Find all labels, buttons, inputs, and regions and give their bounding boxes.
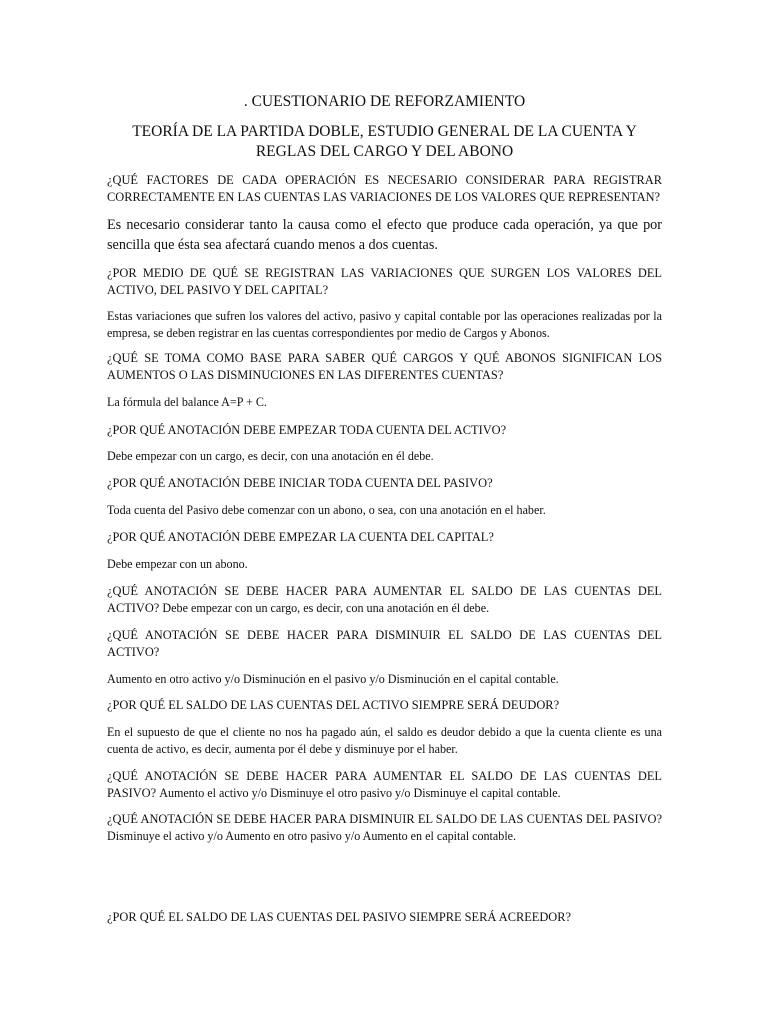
answer-1: Es necesario considerar tanto la causa como el efecto que produce cada operación, ya que por sencilla que ésta sea afectará cuando menos a dos cuentas.	[107, 217, 662, 253]
qa-block-3	[107, 350, 662, 411]
question-11	[107, 811, 662, 845]
question-8: ¿QUÉ ANOTACIÓN SE DEBE HACER PARA DISMINUIR EL SALDO DE LAS CUENTAS DEL ACTIVO?	[107, 628, 662, 659]
qa-block-10	[107, 768, 662, 802]
question-5: ¿POR QUÉ ANOTACIÓN DEBE INICIAR TODA CUENTA DEL PASIVO?	[107, 476, 493, 490]
question-7	[107, 583, 662, 617]
answer-9: En el supuesto de que el cliente no nos ha pagado aún, el saldo es deudor debido a que la cuenta cliente es una cuenta de activo, es decir, aumenta por él debe y disminuye por el haber.	[107, 725, 662, 756]
qa-block-9	[107, 697, 662, 758]
answer-3: La fórmula del balance A=P + C.	[107, 395, 267, 409]
qa-block-5	[107, 475, 662, 519]
question-3: ¿QUÉ SE TOMA COMO BASE PARA SABER QUÉ CARGOS Y QUÉ ABONOS SIGNIFICAN LOS AUMENTOS O LAS DISMINUCIONES EN LAS DIFERENTES CUENTAS?	[107, 351, 662, 382]
answer-4: Debe empezar con un cargo, es decir, con una anotación en él debe.	[107, 449, 434, 463]
question-12: ¿POR QUÉ EL SALDO DE LAS CUENTAS DEL PASIVO SIEMPRE SERÁ ACREEDOR?	[107, 910, 572, 924]
answer-6: Debe empezar con un abono.	[107, 557, 248, 571]
qa-block-1	[107, 172, 662, 255]
question-6: ¿POR QUÉ ANOTACIÓN DEBE EMPEZAR LA CUENTA DEL CAPITAL?	[107, 530, 494, 544]
question-1: ¿QUÉ FACTORES DE CADA OPERACIÓN ES NECESARIO CONSIDERAR PARA REGISTRAR CORRECTAMENTE EN LAS CUENTAS LAS VARIACIONES DE LOS VALORES QUE REPRESENTAN?	[107, 173, 662, 204]
answer-7: Debe empezar con un cargo, es decir, con una anotación en él debe.	[162, 601, 490, 615]
qa-block-2	[107, 265, 662, 342]
question-10-text: ¿QUÉ ANOTACIÓN SE DEBE HACER PARA AUMENTAR EL SALDO DE LAS CUENTAS DEL PASIVO?	[107, 769, 662, 800]
question-10	[107, 768, 662, 802]
question-4: ¿POR QUÉ ANOTACIÓN DEBE EMPEZAR TODA CUENTA DEL ACTIVO?	[107, 423, 507, 437]
document-title: . CUESTIONARIO DE REFORZAMIENTO	[243, 93, 526, 110]
question-2: ¿POR MEDIO DE QUÉ SE REGISTRAN LAS VARIACIONES QUE SURGEN LOS VALORES DEL ACTIVO, DEL PASIVO Y DEL CAPITAL?	[107, 266, 662, 297]
qa-block-7	[107, 583, 662, 617]
question-7-text: ¿QUÉ ANOTACIÓN SE DEBE HACER PARA AUMENTAR EL SALDO DE LAS CUENTAS DEL ACTIVO?	[107, 584, 662, 615]
qa-block-8	[107, 627, 662, 688]
question-11-text: ¿QUÉ ANOTACIÓN SE DEBE HACER PARA DISMINUIR EL SALDO DE LAS CUENTAS DEL PASIVO?	[107, 812, 662, 826]
answer-8: Aumento en otro activo y/o Disminución en el pasivo y/o Disminución en el capital contable.	[107, 672, 559, 686]
answer-5: Toda cuenta del Pasivo debe comenzar con un abono, o sea, con una anotación en el haber.	[107, 503, 546, 517]
qa-block-11	[107, 811, 662, 845]
qa-block-4	[107, 422, 662, 465]
answer-2: Estas variaciones que sufren los valores del activo, pasivo y capital contable por las operaciones realizadas por la empresa, se deben registrar en las cuentas correspondientes por medio de Cargos y Abonos.	[107, 309, 662, 340]
question-9: ¿POR QUÉ EL SALDO DE LAS CUENTAS DEL ACTIVO SIEMPRE SERÁ DEUDOR?	[107, 698, 560, 712]
answer-10: Aumento el activo y/o Disminuye el otro pasivo y/o Disminuye el capital contable.	[159, 786, 561, 800]
document-subtitle: TEORÍA DE LA PARTIDA DOBLE, ESTUDIO GENERAL DE LA CUENTA Y REGLAS DEL CARGO Y DEL ABONO	[132, 123, 637, 160]
qa-block-12	[107, 909, 662, 926]
answer-11: Disminuye el activo y/o Aumento en otro pasivo y/o Aumento en el capital contable.	[107, 829, 517, 843]
qa-block-6	[107, 529, 662, 573]
